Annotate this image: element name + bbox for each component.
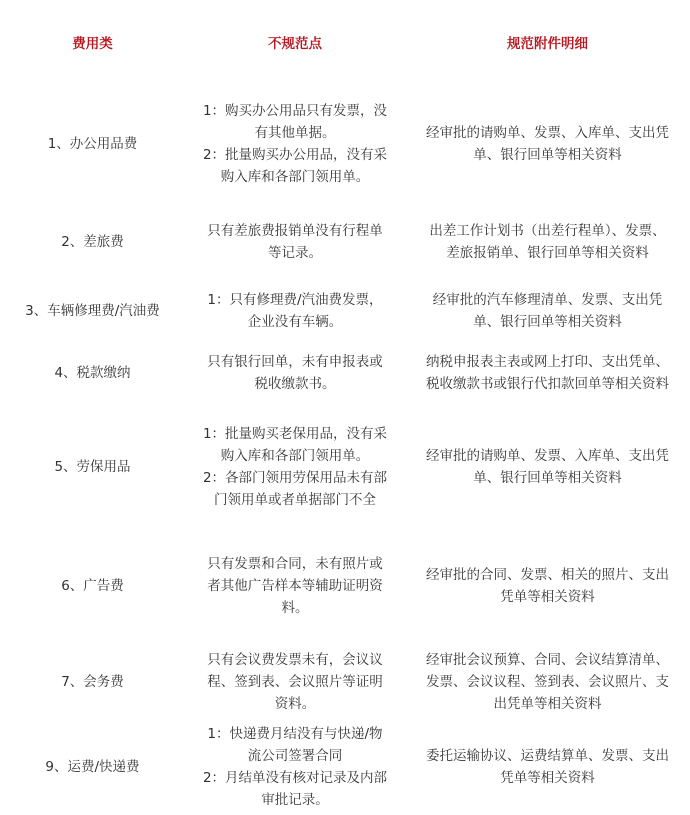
issue-cell (185, 646, 405, 718)
table-row (0, 646, 690, 718)
attachments-cell (405, 284, 690, 338)
issue-line: 2：月结单没有核对记录及内部审批记录。 (202, 769, 388, 808)
attachments-text: 委托运输协议、运费结算单、发票、支出凭单等相关资料 (426, 747, 669, 786)
category-cell: 6、广告费 (61, 578, 124, 594)
attachments-cell (405, 200, 690, 284)
category-cell: 1、办公用品费 (47, 136, 138, 152)
attachments-text: 纳税申报表主表或网上打印、支出凭单、税收缴款书或银行代扣款回单等相关资料 (426, 354, 669, 392)
attachments-cell (405, 526, 690, 646)
header-issue: 不规范点 (268, 36, 322, 52)
issue-cell (185, 88, 405, 200)
issue-cell (185, 200, 405, 284)
attachments-text: 经审批的合同、发票、相关的照片、支出凭单等相关资料 (426, 567, 669, 605)
table-row (0, 338, 690, 408)
issue-cell (185, 338, 405, 408)
category-cell: 7、会务费 (61, 674, 124, 690)
header-attachments: 规范附件明细 (507, 36, 588, 52)
attachments-cell (405, 646, 690, 718)
category-cell: 2、差旅费 (61, 234, 124, 250)
table-row (0, 88, 690, 200)
table-header-row (0, 0, 690, 88)
issue-cell (185, 718, 405, 815)
attachments-cell (405, 718, 690, 815)
issue-line: 只有差旅费报销单没有行程单等记录。 (207, 223, 383, 261)
issue-cell (185, 284, 405, 338)
issue-line: 1：快递费月结没有与快递/物流公司签署合同 (207, 725, 383, 764)
attachments-cell (405, 88, 690, 200)
attachments-cell (405, 408, 690, 526)
header-category: 费用类 (72, 36, 113, 52)
issue-line: 1：只有修理费/汽油费发票，企业没有车辆。 (207, 292, 383, 330)
table-row (0, 526, 690, 646)
table-row (0, 284, 690, 338)
attachments-text: 经审批的汽车修理清单、发票、支出凭单、银行回单等相关资料 (432, 292, 663, 330)
issue-cell (185, 408, 405, 526)
table-row (0, 408, 690, 526)
issue-line: 2：批量购买办公用品，没有采购入库和各部门领用单。 (202, 147, 388, 185)
attachments-cell (405, 338, 690, 408)
table-row (0, 200, 690, 284)
issue-cell (185, 526, 405, 646)
attachments-text: 经审批会议预算、合同、会议结算清单、发票、会议议程、签到表、会议照片、支出凭单等相关资料 (426, 652, 669, 712)
table-row (0, 718, 690, 815)
issue-line: 只有银行回单，未有申报表或税收缴款书。 (207, 354, 383, 392)
category-cell: 5、劳保用品 (54, 459, 131, 475)
issue-line: 1：批量购买老保用品，没有采购入库和各部门领用单。 (202, 426, 388, 464)
category-cell: 4、税款缴纳 (54, 365, 131, 381)
attachments-text: 经审批的请购单、发票、入库单、支出凭单、银行回单等相关资料 (426, 125, 669, 163)
issue-line: 2：各部门领用劳保用品未有部门领用单或者单据部门不全 (202, 470, 388, 508)
issue-line: 只有会议费发票未有，会议议程、签到表、会议照片等证明资料。 (207, 652, 383, 712)
category-cell: 9、运费/快递费 (45, 758, 140, 775)
attachments-text: 出差工作计划书（出差行程单）、发票、差旅报销单、银行回单等相关资料 (429, 223, 666, 261)
category-cell: 3、车辆修理费/汽油费 (25, 303, 160, 319)
attachments-text: 经审批的请购单、发票、入库单、支出凭单、银行回单等相关资料 (426, 448, 669, 486)
issue-line: 只有发票和合同，未有照片或者其他广告样本等辅助证明资料。 (207, 556, 383, 616)
issue-line: 1：购买办公用品只有发票，没有其他单据。 (202, 103, 388, 141)
